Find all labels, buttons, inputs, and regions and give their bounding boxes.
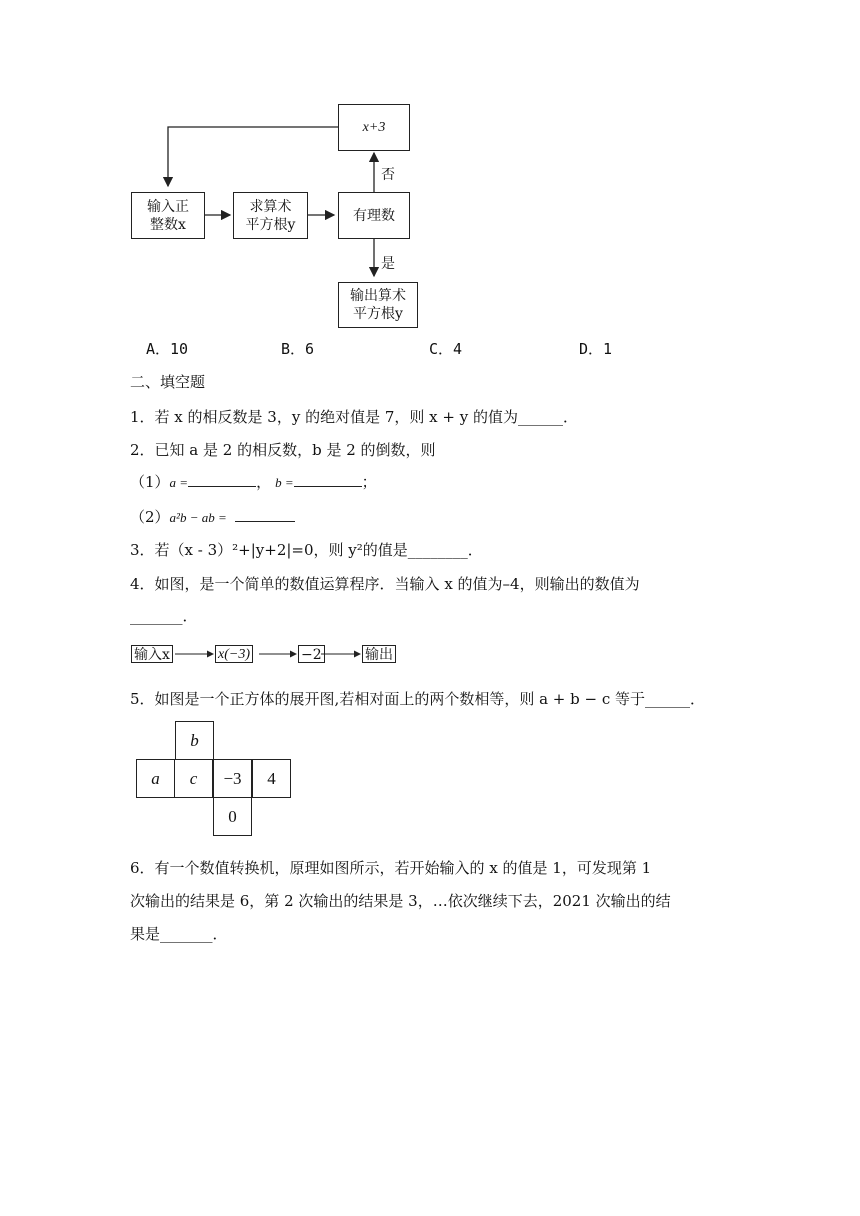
cube-face-bottom: 0 [213, 797, 252, 836]
question-5: 5．如图是一个正方体的展开图,若相对面上的两个数相等，则 a + b − c 等于______． [130, 690, 706, 708]
flow-sqrt-line2: 平方根y [245, 216, 296, 233]
question-6-line-2: 次输出的结果是 6，第 2 次输出的结果是 3，…依次继续下去，2021 次输出的结 [130, 892, 671, 910]
option-b: B．6 [281, 340, 315, 358]
cube-face-top: b [175, 721, 214, 760]
cube-face-right-2: 4 [252, 759, 291, 798]
cube-face-right-1: −3 [213, 759, 252, 798]
flow-input-line1: 输入正 [147, 198, 189, 215]
q2-1-b: b = [275, 475, 294, 490]
q2-2-expr: a²b − ab = [169, 510, 227, 525]
question-4-line-1: 4．如图，是一个简单的数值运算程序．当输入 x 的值为–4，则输出的数值为 [130, 575, 640, 593]
chain-subtract-box: −2 [298, 645, 325, 663]
chain-multiply-box: x(−3) [215, 645, 253, 663]
flow-yes-label: 是 [381, 256, 395, 272]
option-a: A．10 [146, 340, 189, 358]
q2-1-b-blank [294, 472, 362, 487]
flow-output-line2: 平方根y [353, 306, 403, 322]
flow-sqrt-box [233, 192, 308, 239]
flow-rational-label: 有理数 [353, 207, 395, 224]
q2-1-a-blank [188, 472, 256, 487]
option-d: D．1 [579, 340, 613, 358]
flow-input-line2: 整数x [150, 216, 186, 233]
flow-sqrt-line1: 求算术 [249, 198, 292, 215]
q2-2-blank [235, 507, 295, 522]
question-1: 1．若 x 的相反数是 3，y 的绝对值是 7，则 x + y 的值为______． [130, 408, 578, 426]
question-6-line-3: 果是_______． [130, 925, 228, 943]
option-c: C．4 [429, 340, 463, 358]
question-2-part-1 [130, 472, 377, 493]
q2-1-prefix: （1） [130, 473, 170, 491]
flow-add-label: x+3 [362, 119, 386, 135]
flow-output-line1: 输出算术 [350, 288, 406, 304]
section-title: 二、填空题 [130, 373, 206, 391]
flow-add-box [338, 104, 410, 151]
flow-no-label: 否 [381, 167, 395, 183]
question-2: 2．已知 a 是 2 的相反数，b 是 2 的倒数，则 [130, 441, 436, 459]
flowchart-connectors [0, 0, 860, 340]
question-4-line-2: _______． [130, 607, 198, 625]
chain-arrows [0, 640, 860, 670]
q2-1-end: ； [361, 473, 377, 491]
cube-face-left: a [136, 759, 175, 798]
q2-1-comma: ， [256, 473, 272, 491]
flow-rational-box [338, 192, 410, 239]
question-3: 3．若（x - 3）²+|y+2|=0，则 y²的值是________． [130, 541, 483, 559]
flow-input-box [131, 192, 205, 239]
flow-output-box [338, 282, 418, 328]
question-6-line-1: 6．有一个数值转换机，原理如图所示，若开始输入的 x 的值是 1，可发现第 1 [130, 859, 652, 877]
chain-input-box: 输入x [131, 645, 173, 663]
chain-output-box: 输出 [362, 645, 396, 663]
question-2-part-2 [130, 507, 295, 528]
q2-1-a: a = [169, 475, 189, 490]
q2-2-prefix: （2） [130, 508, 170, 526]
cube-face-center: c [174, 759, 213, 798]
